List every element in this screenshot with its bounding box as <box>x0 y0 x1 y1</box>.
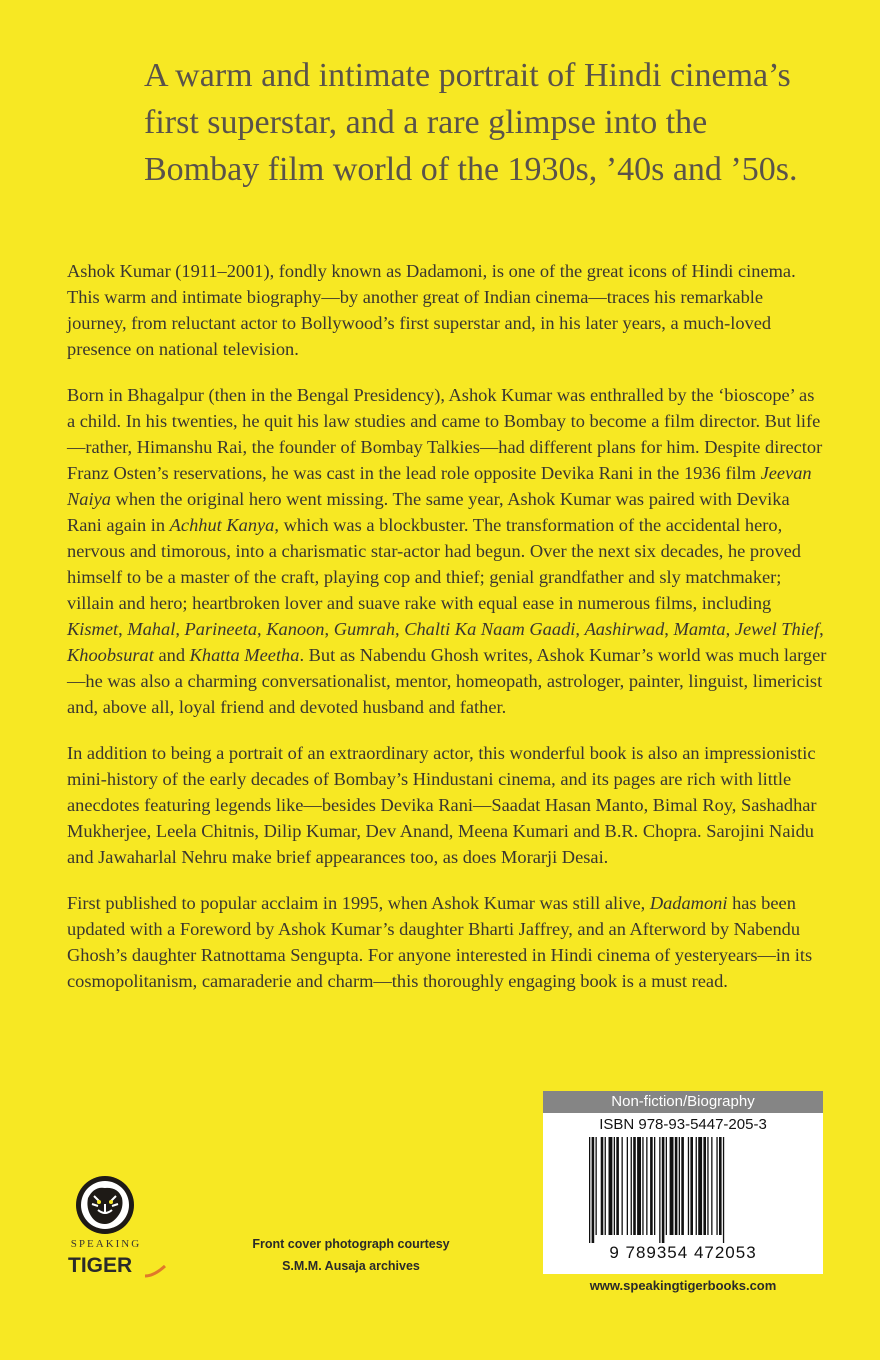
text-run: , <box>324 619 334 639</box>
barcode-bar <box>614 1137 615 1235</box>
italic-title: Kismet <box>67 619 119 639</box>
italic-title: Khatta Meetha <box>189 645 300 665</box>
barcode-bar <box>679 1137 680 1235</box>
blurb-body <box>67 258 827 1014</box>
italic-title: Mahal <box>127 619 176 639</box>
barcode-bar <box>723 1137 724 1243</box>
credit-line-1: Front cover photograph courtesy <box>252 1237 450 1251</box>
paragraph-4 <box>67 890 827 994</box>
italic-title: Dadamoni <box>649 893 728 913</box>
text-run: , <box>175 619 185 639</box>
barcode-bar <box>670 1137 674 1235</box>
text-run: , <box>664 619 674 639</box>
barcode-bar <box>681 1137 684 1235</box>
barcode-bar <box>654 1137 655 1235</box>
italic-title: Parineeta <box>184 619 258 639</box>
barcode-bar <box>616 1137 619 1235</box>
barcode-bar <box>622 1137 623 1235</box>
barcode-bar <box>592 1137 595 1243</box>
text-run: and <box>153 645 190 665</box>
barcode-bar <box>716 1137 717 1235</box>
paragraph-2 <box>67 382 827 720</box>
italic-title: Khoobsurat <box>67 645 154 665</box>
text-run: , <box>395 619 405 639</box>
barcode-bar <box>609 1137 613 1235</box>
italic-title: Jeevan Naiya <box>67 463 812 509</box>
text-run: Born in Bhagalpur (then in the Bengal Presidency), Ashok Kumar was enthralled by the ‘bioscope’ as a child. In his twenties, he quit his law studies and came to Bombay to become a film director. But life—rather, Himanshu Rai, the founder of Bombay Talkies—had different plans for him. Despite director Franz Osten’s reservations, he was cast in the lead role opposite Devika Rani in the 1936 film <box>67 385 823 483</box>
barcode-panel <box>543 1091 823 1274</box>
photo-credit <box>236 1233 466 1277</box>
barcode-bar <box>666 1137 667 1235</box>
text-run: when the original hero went missing. The same year, Ashok Kumar was paired with Devika Rani again in <box>67 489 790 535</box>
italic-title: Jewel Thief <box>734 619 820 639</box>
barcode-bar <box>646 1137 647 1235</box>
credit-line-2: S.M.M. Ausaja archives <box>282 1259 420 1273</box>
italic-title: Chalti Ka Naam Gaadi <box>404 619 576 639</box>
text-run: , <box>725 619 735 639</box>
barcode-number: 9 789354 472053 <box>609 1243 757 1262</box>
publisher-website: www.speakingtigerbooks.com <box>589 1278 777 1293</box>
barcode-bar <box>707 1137 708 1235</box>
italic-title: Gumrah <box>333 619 396 639</box>
barcode-bar <box>698 1137 702 1235</box>
italic-title: Mamta <box>673 619 726 639</box>
barcode-bar <box>637 1137 641 1235</box>
text-run: has been updated with a Foreword by Ashok Kumar’s daughter Bharti Jaffrey, and an Afterword by Nabendu Ghosh’s daughter Ratnottama Sengupta. For anyone interested in Hindi cinema of yesteryears—in its cosmopolitanism, camaraderie and charm—this thoroughly engaging book is a must read. <box>67 893 813 991</box>
barcode-bar <box>662 1137 665 1243</box>
italic-title: Achhut Kanya <box>169 515 275 535</box>
text-run: , which was a blockbuster. The transformation of the accidental hero, nervous and timorous, into a charismatic star-actor had begun. Over the next six decades, he proved himself to be a master of the craft, playing cop and thief; genial grandfather and sly matchmaker; villain and hero; heartbroken lover and suave rake with equal ease in numerous films, including <box>67 515 801 613</box>
isbn-label: ISBN 978-93-5447-205-3 <box>599 1116 767 1133</box>
text-run: , <box>819 619 824 639</box>
paragraph-3: In addition to being a portrait of an extraordinary actor, this wonderful book is also an impressionistic mini-history of the early decades of Bombay’s Hindustani cinema, and its pages are rich with little anecdotes featuring legends like—besides Devika Rani—Saadat Hasan Manto, Bimal Roy, Sashadhar Mukherjee, Leela Chitnis, Dilip Kumar, Dev Anand, Meena Kumari and B.R. Chopra. Sarojini Naidu and Jawaharlal Nehru make brief appearances too, as does Morarji Desai. <box>67 743 817 867</box>
barcode-bar <box>596 1137 597 1235</box>
text-run: , <box>575 619 585 639</box>
italic-title: Kanoon <box>266 619 325 639</box>
barcode-bar <box>631 1137 632 1235</box>
barcode-bar <box>659 1137 660 1243</box>
paragraph-1: Ashok Kumar (1911–2001), fondly known as Dadamoni, is one of the great icons of Hindi cinema. This warm and intimate biography—by another great of Indian cinema—traces his remarkable journey, from reluctant actor to Bollywood’s first superstar and, in his later years, a much-loved presence on national television. <box>67 261 796 359</box>
barcode-bar <box>690 1137 693 1235</box>
swoosh-icon <box>144 1264 166 1278</box>
barcode-bar <box>605 1137 606 1235</box>
barcode-bar <box>627 1137 628 1235</box>
barcode-bar <box>703 1137 706 1235</box>
tiger-head-icon <box>74 1174 136 1236</box>
text-run: . But as Nabendu Ghosh writes, Ashok Kumar’s world was much larger—he was also a charming conversationalist, mentor, homeopath, astrologer, painter, linguist, limericist and, above all, loyal friend and devoted husband and father. <box>67 645 827 717</box>
barcode-bar <box>696 1137 697 1235</box>
barcode-bar <box>711 1137 712 1235</box>
logo-tiger-text: TIGER <box>68 1254 133 1277</box>
barcode-bar <box>650 1137 653 1235</box>
barcode-bar <box>601 1137 604 1235</box>
barcode-bar <box>589 1137 590 1243</box>
genre-label: Non-fiction/Biography <box>543 1091 823 1113</box>
text-run: , <box>257 619 267 639</box>
barcode-bar <box>688 1137 689 1235</box>
text-run: First published to popular acclaim in 1995, when Ashok Kumar was still alive, <box>67 893 650 913</box>
barcode-graphic <box>589 1137 779 1243</box>
headline: A warm and intimate portrait of Hindi cinema’s first superstar, and a rare glimpse into the Bombay film world of the 1930s, ’40s and ’50s. <box>144 57 798 188</box>
text-run: , <box>118 619 128 639</box>
barcode-bar <box>642 1137 643 1235</box>
barcode-bar <box>675 1137 678 1235</box>
logo-speaking-text: SPEAKING <box>70 1238 142 1250</box>
barcode-bar <box>633 1137 636 1235</box>
italic-title: Aashirwad <box>584 619 665 639</box>
barcode-bar <box>719 1137 722 1235</box>
